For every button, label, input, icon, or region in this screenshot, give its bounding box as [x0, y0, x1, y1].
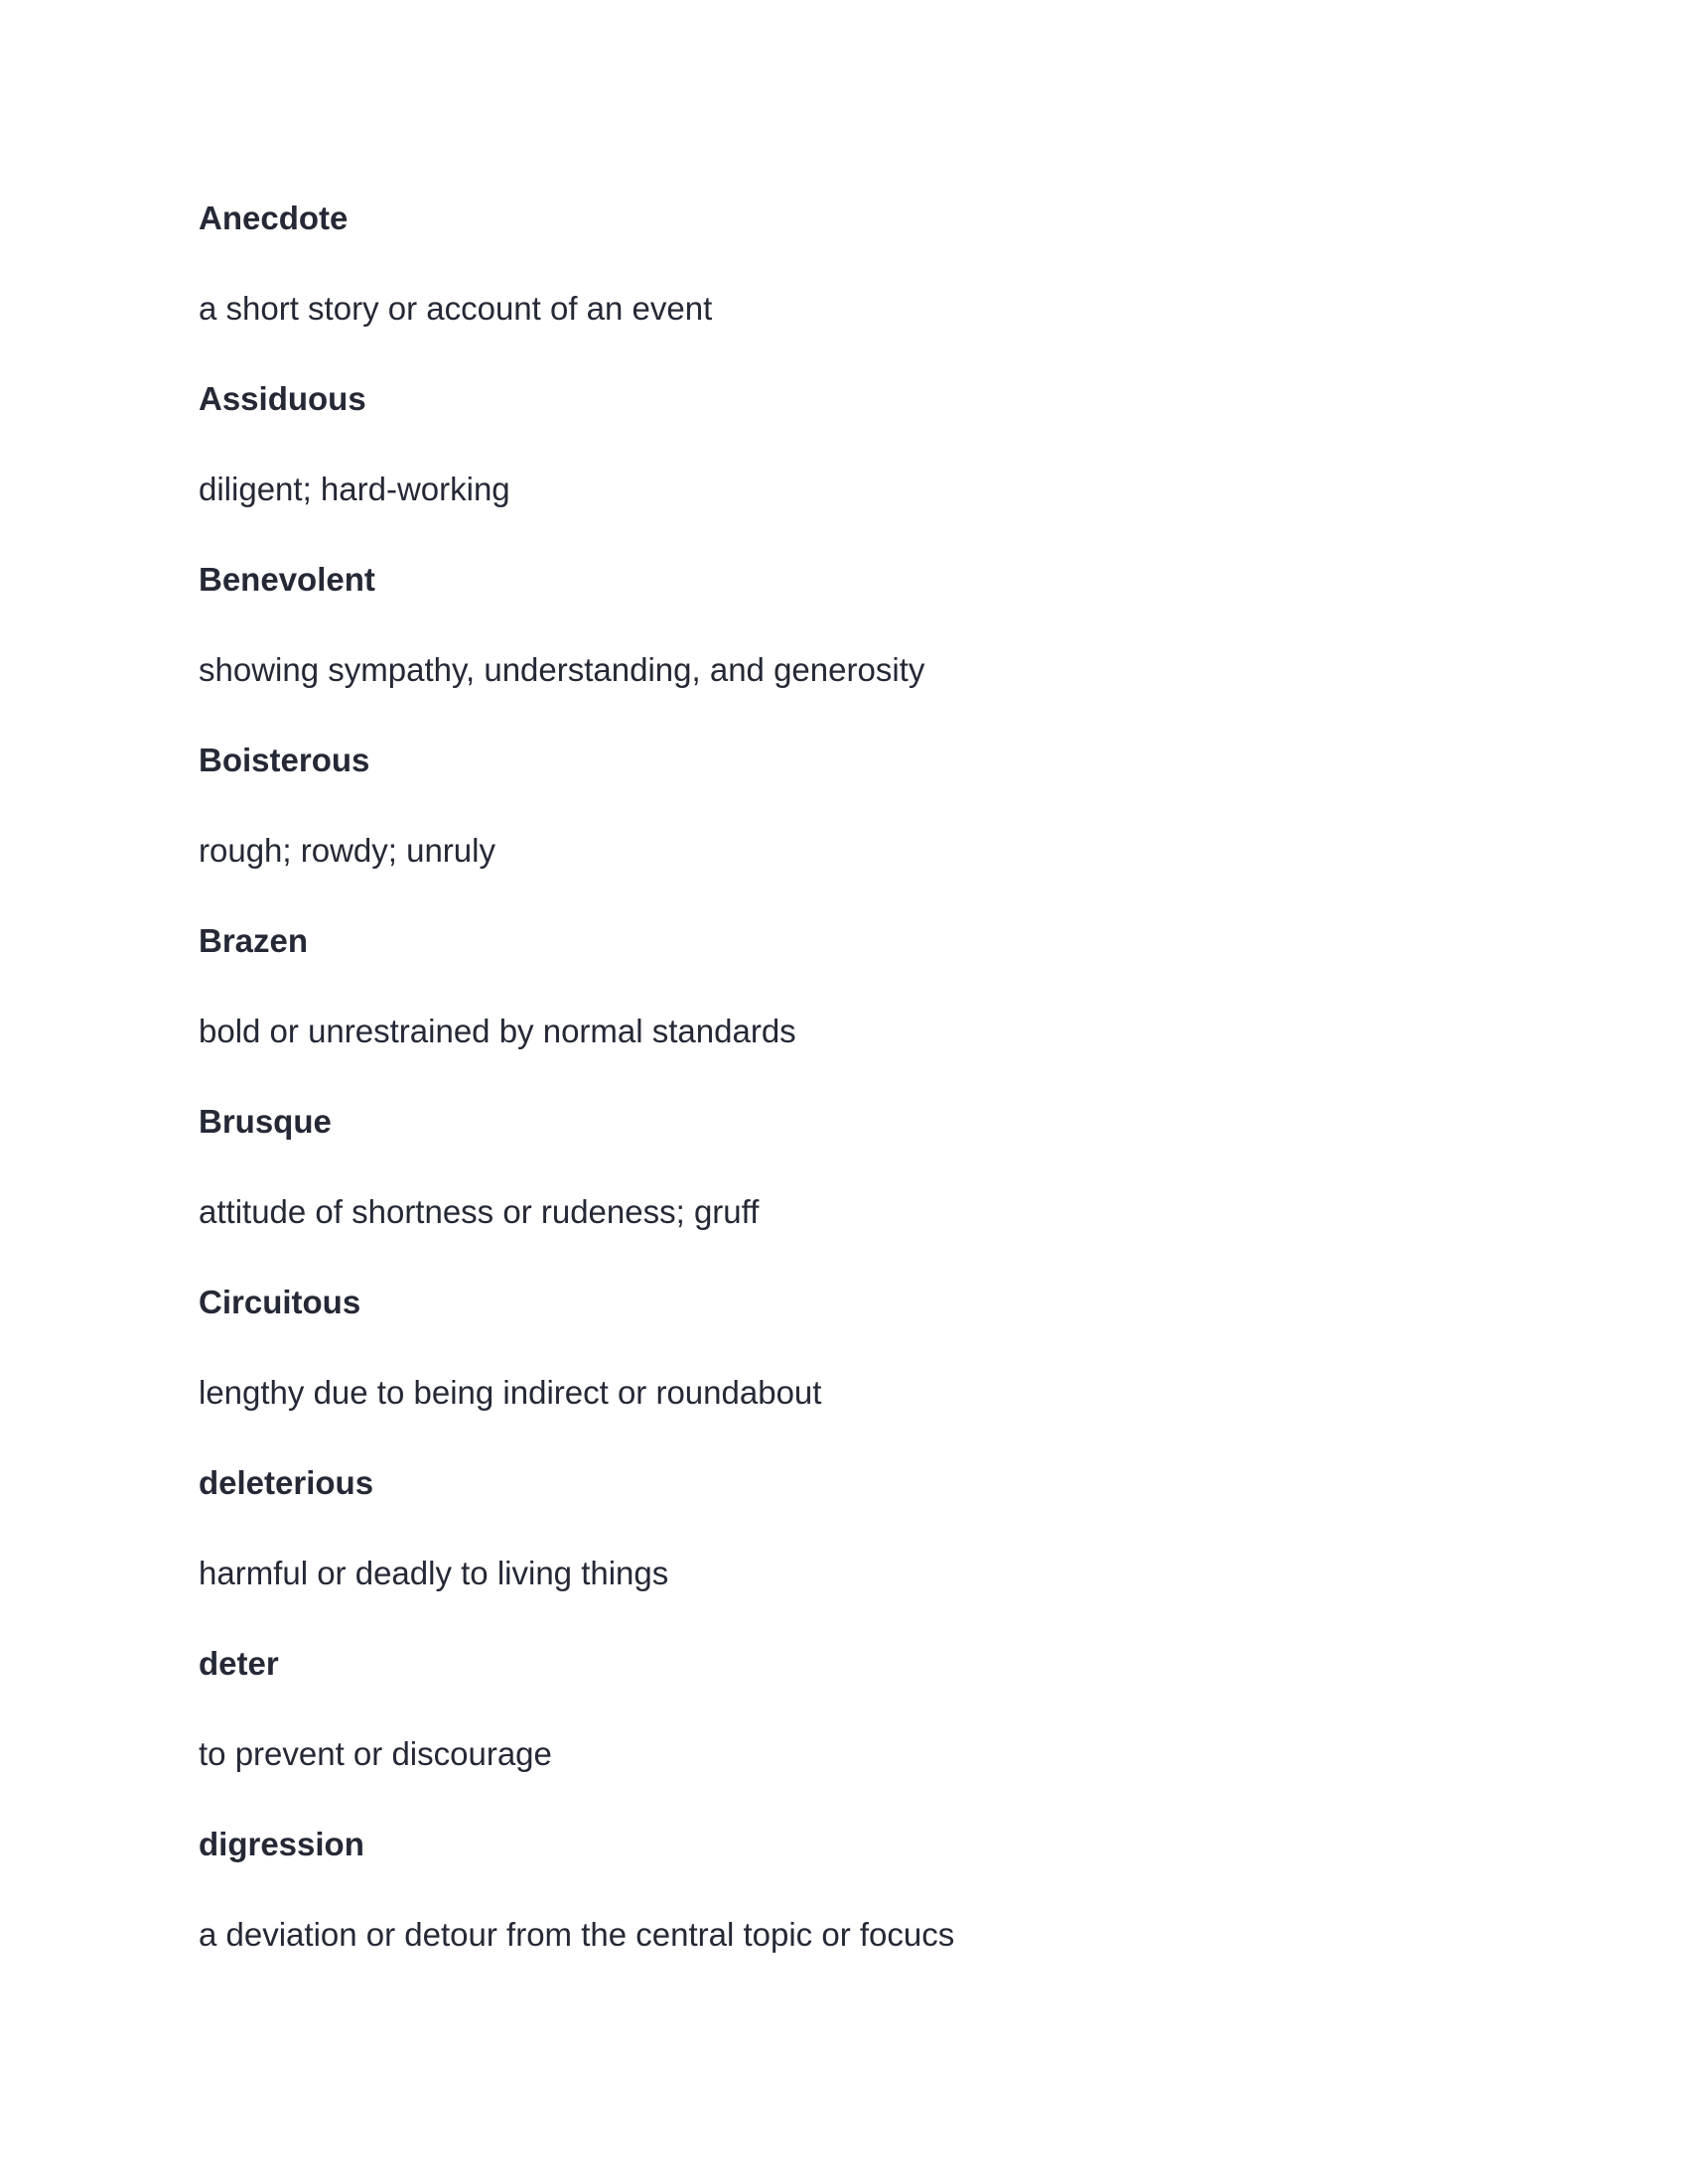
glossary-entry [199, 1634, 1489, 1815]
glossary-entry [199, 369, 1489, 550]
glossary-definition: to prevent or discourage [199, 1735, 552, 1772]
glossary-entry [199, 911, 1489, 1092]
glossary-term: Brusque [199, 1103, 332, 1140]
glossary-entry [199, 1815, 1489, 1995]
glossary-definition: bold or unrestrained by normal standards [199, 1013, 796, 1049]
glossary-term: deter [199, 1645, 279, 1682]
glossary-entry [199, 1273, 1489, 1453]
glossary-definition: lengthy due to being indirect or roundabout [199, 1374, 822, 1411]
glossary-definition: harmful or deadly to living things [199, 1555, 669, 1591]
glossary-term: deleterious [199, 1464, 374, 1501]
glossary-definition: attitude of shortness or rudeness; gruff [199, 1193, 760, 1230]
glossary-term: Anecdote [199, 200, 349, 236]
glossary-entry [199, 1092, 1489, 1273]
glossary-entry [199, 189, 1489, 369]
glossary-definition: a deviation or detour from the central topic or focucs [199, 1916, 955, 1953]
glossary-term: Circuitous [199, 1284, 361, 1320]
glossary-definition: rough; rowdy; unruly [199, 832, 495, 869]
glossary-entry [199, 1453, 1489, 1634]
glossary-entry [199, 550, 1489, 731]
glossary-definition: diligent; hard-working [199, 471, 510, 507]
glossary-definition: showing sympathy, understanding, and generosity [199, 651, 925, 688]
glossary-list [199, 189, 1489, 1995]
glossary-term: digression [199, 1826, 364, 1862]
glossary-term: Boisterous [199, 742, 370, 778]
glossary-definition: a short story or account of an event [199, 290, 713, 327]
glossary-term: Brazen [199, 922, 309, 959]
glossary-term: Benevolent [199, 561, 375, 598]
glossary-entry [199, 731, 1489, 911]
glossary-term: Assiduous [199, 380, 366, 417]
